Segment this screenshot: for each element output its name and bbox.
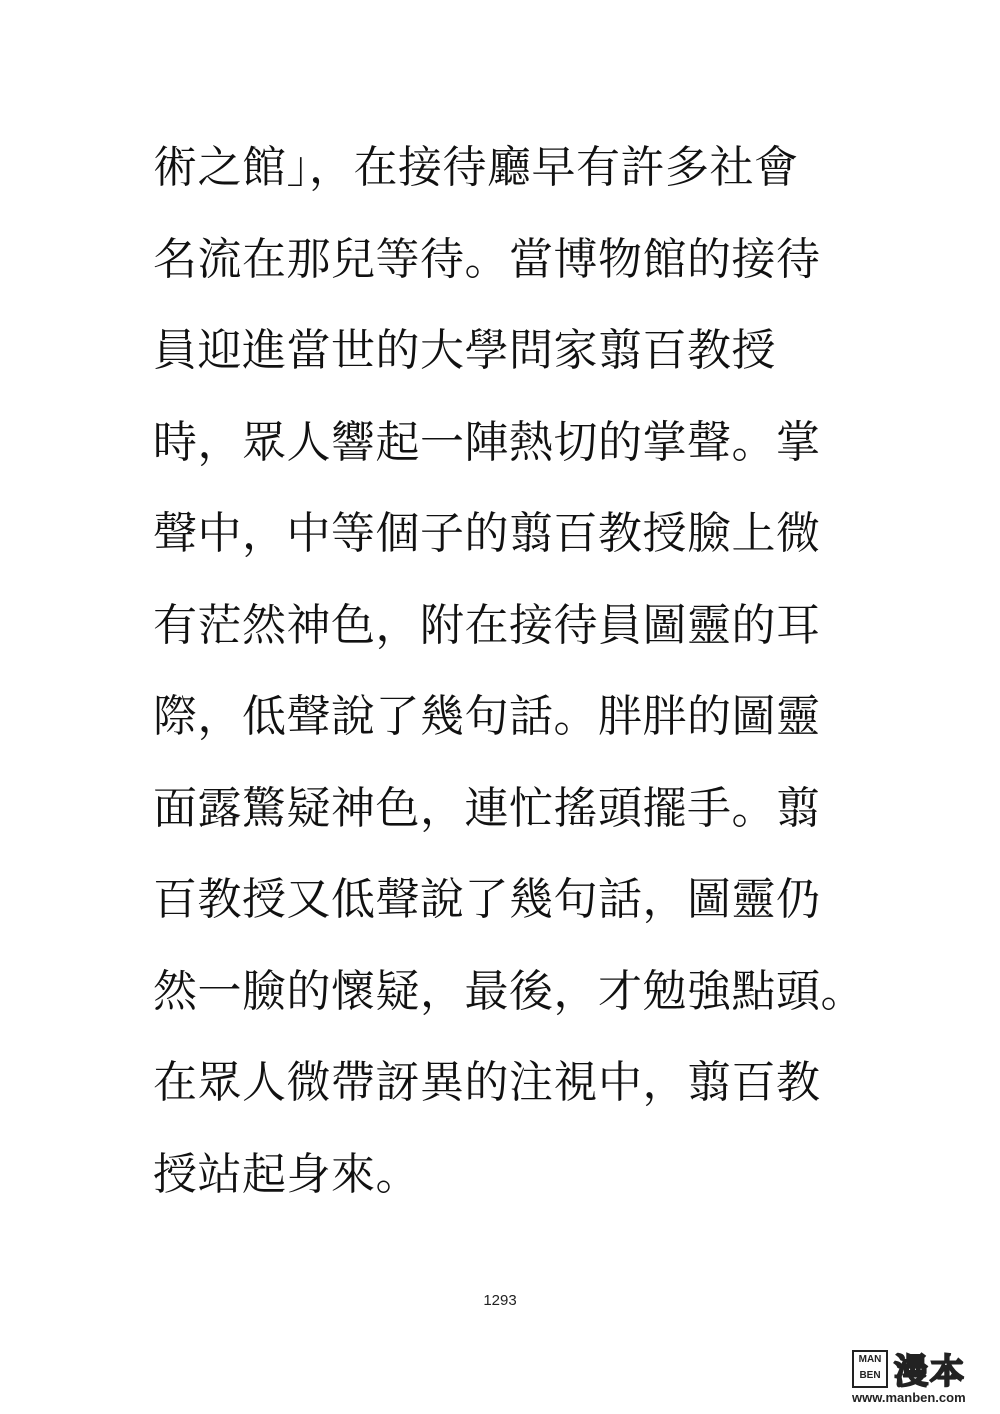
page-number: 1293 [483, 1292, 517, 1309]
text-line: 際，低聲說了幾句話。胖胖的圖靈 [153, 691, 821, 742]
watermark-brand: 漫本 [894, 1352, 966, 1392]
watermark-logo-icon [852, 1350, 888, 1388]
watermark-url: www.manben.com [852, 1390, 966, 1405]
text-line: 名流在那兒等待。當博物館的接待 [153, 233, 821, 285]
text-line: 有茫然神色，附在接待員圖靈的耳 [153, 599, 821, 651]
text-line: 時，眾人響起一陣熱切的掌聲。掌 [153, 416, 821, 468]
text-line: 術之館」，在接待廳早有許多社會 [153, 142, 799, 193]
text-line: 員迎進當世的大學問家翦百教授 [153, 325, 776, 376]
watermark [852, 1346, 992, 1404]
watermark-logo-bottom: BEN [859, 1370, 881, 1381]
text-line: 聲中，中等個子的翦百教授臉上微 [153, 508, 821, 559]
body-text [153, 138, 865, 1236]
text-line: 授站起身來。 [153, 1148, 420, 1200]
watermark-logo-top: MAN [858, 1354, 882, 1365]
text-line: 百教授又低聲說了幾句話，圖靈仍 [153, 874, 821, 925]
text-line: 面露驚疑神色，連忙搖頭擺手。翦 [153, 782, 821, 834]
text-line: 然一臉的懷疑，最後，才勉強點頭。 [153, 965, 865, 1017]
text-line: 在眾人微帶訝異的注視中，翦百教 [153, 1057, 821, 1108]
